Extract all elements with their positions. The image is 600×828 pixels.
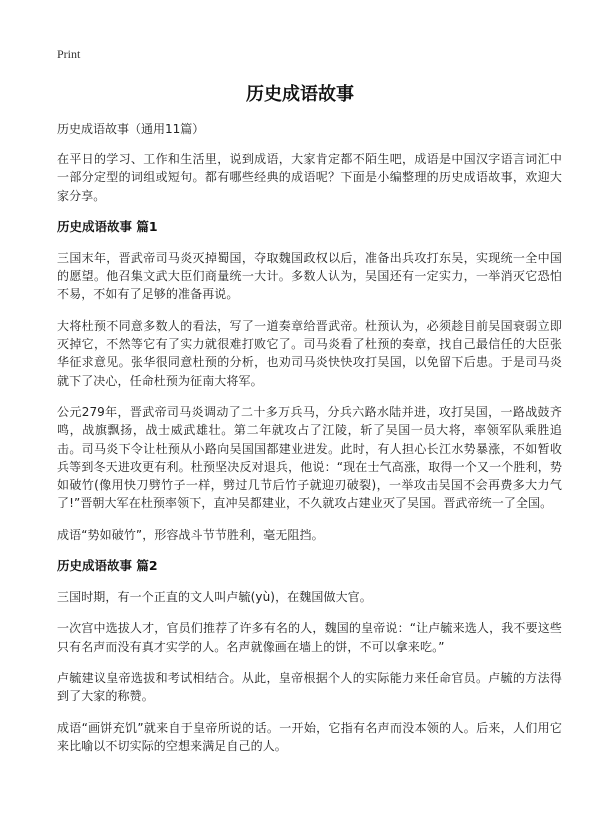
page-title: 历史成语故事 [246, 84, 354, 105]
intro-paragraph: 在平日的学习、工作和生活里，说到成语，大家肯定都不陌生吧，成语是中国汉字语言词汇中一部分定型的词组或短句。都有哪些经典的成语呢？下面是小编整理的历史成语故事，欢迎大家分享。 [57, 152, 562, 203]
section-heading-1: 历史成语故事 篇1 [57, 218, 158, 234]
article-subtitle: 历史成语故事（通用11篇） [57, 122, 205, 136]
paragraph: 三国时期，有一个正直的文人叫卢毓(yù)，在魏国做大官。 [57, 590, 372, 605]
paragraph: 公元279年，晋武帝司马炎调动了二十多万兵马，分兵六路水陆并进，攻打吴国，一路战鼓齐鸣，战旗飘扬，战士威武雄壮。第二年就攻占了江陵，斩了吴国一员大将，率领军队乘胜追击。司马炎下令让杜预从小路向吴国国都建业进发。此时，有人担心长江水势暴涨，不如暂收兵等到冬天进攻更有利。杜预坚决反对退兵，他说：“现在士气高涨，取得一个又一个胜利，势如破竹(像用快刀劈竹子一样，劈过几节后竹子就迎刃破裂)，一举攻击吴国不会再费多大力气了!”晋朝大军在杜预率领下，直冲吴都建业，不久就攻占建业灭了吴国。晋武帝统一了全国。 [57, 404, 562, 511]
paragraph: 卢毓建议皇帝选拔和考试相结合。从此，皇帝根据个人的实际能力来任命官员。卢毓的方法得到了大家的称赞。 [57, 670, 562, 704]
section-heading-2: 历史成语故事 篇2 [57, 558, 158, 574]
paragraph: 成语“势如破竹”，形容战斗节节胜利，毫无阻挡。 [57, 527, 324, 542]
paragraph: 三国末年，晋武帝司马炎灭掉蜀国，夺取魏国政权以后，准备出兵攻打东吴，实现统一全中国的愿望。他召集文武大臣们商量统一大计。多数人认为，吴国还有一定实力，一举消灭它恐怕不易，不如有了足够的准备再说。 [57, 250, 562, 302]
paragraph: 成语“画饼充饥”就来自于皇帝所说的话。一开始，它指有名声而没本领的人。后来，人们用它来比喻以不切实际的空想来满足自己的人。 [57, 720, 562, 753]
paragraph: 一次宫中选拔人才，官员们推荐了许多有名的人，魏国的皇帝说：“让卢毓来选人，我不要这些只有名声而没有真才实学的人。名声就像画在墙上的饼，不可以拿来吃。” [57, 621, 562, 654]
article-body [57, 120, 562, 768]
paragraph: 大将杜预不同意多数人的看法，写了一道奏章给晋武帝。杜预认为，必须趁目前吴国衰弱立即灭掉它，不然等它有了实力就很难打败它了。司马炎看了杜预的奏章，找自己最信任的大臣张华征求意见。张华很同意杜预的分析，也劝司马炎快快攻打吴国，以免留下后患。于是司马炎就下了决心，任命杜预为征南大将军。 [57, 318, 562, 388]
print-link[interactable]: Print [57, 47, 81, 61]
